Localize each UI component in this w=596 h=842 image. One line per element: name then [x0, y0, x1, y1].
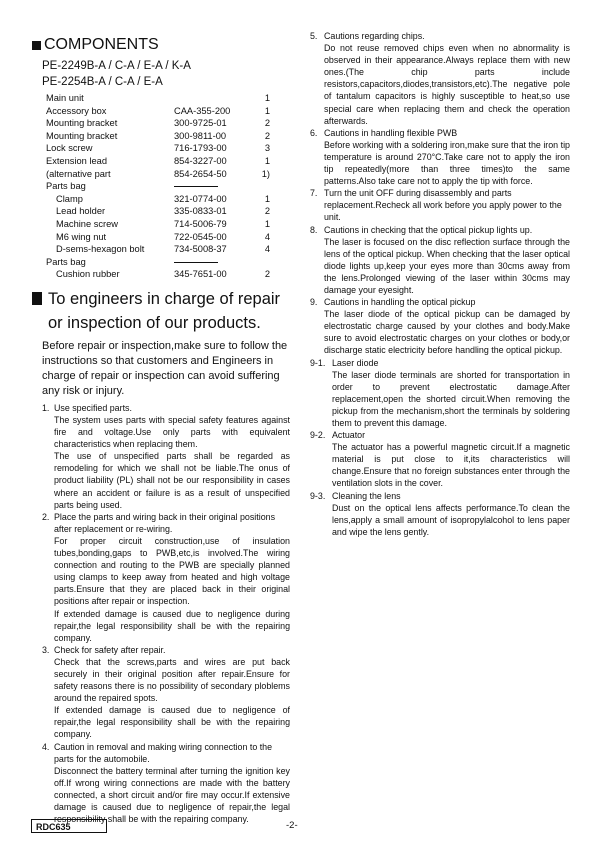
part-name: Mounting bracket: [46, 130, 118, 141]
engineers-items: [32, 402, 290, 825]
instruction-number: 1.: [42, 402, 50, 413]
part-qty: [256, 256, 270, 269]
part-qty: [256, 180, 270, 193]
part-code: 345-7651-00: [174, 269, 227, 280]
left-column: [32, 30, 290, 825]
part-row: [46, 218, 290, 231]
part-qty: 3: [264, 143, 270, 154]
part-row: [46, 205, 290, 218]
part-code: 722-0545-00: [174, 231, 227, 242]
instruction-body: [54, 765, 290, 825]
part-qty: 1: [264, 193, 270, 204]
caution-item: [310, 296, 570, 356]
bullet-square-icon: [32, 41, 41, 50]
bullet-square-icon: [32, 292, 42, 305]
part-code: 854-3227-00: [174, 155, 227, 166]
part-qty: 1): [261, 168, 270, 179]
part-qty: 1: [264, 218, 270, 229]
part-row: [46, 268, 290, 281]
part-row: [46, 155, 290, 168]
model-line-1: PE-2249B-A / C-A / E-A / K-A: [42, 60, 191, 72]
caution-header: [310, 127, 570, 139]
subcaution-number: 9-3.: [310, 490, 326, 501]
instruction-number: 2.: [42, 511, 50, 522]
instruction-item: [42, 402, 290, 511]
instruction-header: [42, 511, 290, 535]
caution-number: 7.: [310, 188, 318, 199]
caution-number: 6.: [310, 127, 318, 138]
caution-number: 5.: [310, 31, 318, 41]
part-qty: 4: [264, 231, 270, 242]
instruction-paragraph: If extended damage is caused due to negligence during repair,the legal responsibility shall be with the repairing company.: [54, 608, 290, 643]
instruction-item: [42, 511, 290, 644]
components-title: COMPONENTS: [44, 36, 159, 53]
subcaution-header: [310, 490, 570, 502]
subcaution-item: [310, 429, 570, 489]
engineers-heading: [32, 287, 290, 335]
caution-number: 8.: [310, 224, 318, 235]
part-code: 714-5006-79: [174, 218, 227, 229]
caution-header: [310, 224, 570, 236]
caution-title: Turn the unit OFF during disassembly and parts replacement.Recheck all work before you apply power to the unit.: [324, 188, 562, 223]
caution-item: [310, 127, 570, 187]
separator-line: [174, 186, 218, 187]
instruction-title: Caution in removal and making wiring connection to the parts for the automobile.: [54, 741, 273, 764]
part-name: Lock screw: [46, 143, 93, 154]
part-name: Main unit: [46, 93, 84, 103]
part-row: [46, 92, 290, 105]
part-code: 321-0774-00: [174, 193, 227, 204]
part-row: [46, 168, 290, 181]
instruction-header: [42, 741, 290, 765]
part-qty: 1: [264, 93, 270, 103]
part-code: [174, 92, 256, 105]
instruction-number: 3.: [42, 644, 50, 655]
subcaution-header: [310, 357, 570, 369]
instruction-paragraph: For proper circuit construction,use of insulation tubes,bonding,gaps to PWB,etc,is involved.The wiring connection and routing to the PWB are specially planned using clamps to keep away from heated and high voltage parts.Ensure that they are placed back in their original positions after repair or inspection.: [54, 535, 290, 607]
part-name: Accessory box: [46, 105, 107, 116]
instruction-item: [42, 741, 290, 826]
caution-body: The laser is focused on the disc reflection surface through the lens of the optical pickup. When checking that the laser optical diode lights up,keep your eyes more than 30cms away from the lens.Prolonged viewing of the laser within 30cms may damage your eyesight.: [324, 236, 570, 295]
part-name: Cushion rubber: [56, 269, 120, 280]
part-name: Machine screw: [56, 218, 119, 229]
part-row: [46, 130, 290, 143]
part-qty: 1: [264, 105, 270, 116]
page-number: -2-: [286, 820, 298, 831]
caution-header: [310, 187, 570, 223]
instruction-number: 4.: [42, 741, 50, 752]
subcaution-number: 9-2.: [310, 430, 326, 441]
instruction-body: [54, 414, 290, 511]
components-heading: [32, 36, 290, 54]
caution-title: Cautions in handling flexible PWB: [324, 127, 458, 138]
caution-title: Cautions in checking that the optical pickup lights up.: [324, 224, 533, 235]
part-row: [46, 243, 290, 256]
part-code: 300-9725-01: [174, 118, 227, 129]
subcaution-item: [310, 490, 570, 538]
part-code: [174, 256, 256, 269]
model-line-2: PE-2254B-A / C-A / E-A: [42, 76, 163, 88]
parts-list: [46, 92, 290, 281]
part-code: CAA-355-200: [174, 105, 231, 116]
part-row: [46, 231, 290, 244]
separator-line: [174, 262, 218, 263]
part-qty: 2: [264, 118, 270, 129]
part-code: 854-2654-50: [174, 168, 227, 179]
subcaution-body: Dust on the optical lens affects performance.To clean the lens,apply a small amount of isopropylalcohol to lens paper and wipe the lens gently.: [332, 502, 570, 537]
part-name: Lead holder: [56, 206, 106, 217]
part-code: 300-9811-00: [174, 130, 227, 141]
part-code: [174, 180, 256, 193]
instruction-body: [54, 656, 290, 741]
subcaution-item: [310, 357, 570, 430]
caution-item: [310, 30, 570, 127]
part-qty: 1: [264, 155, 270, 166]
subcaution-title: Laser diode: [332, 357, 379, 368]
subcaution-title: Cleaning the lens: [332, 490, 401, 501]
part-name: Extension lead: [46, 155, 107, 166]
subcaution-header: [310, 429, 570, 441]
part-qty: 2: [264, 206, 270, 217]
subcaution-number: 9-1.: [310, 357, 326, 368]
instruction-header: [42, 644, 290, 656]
caution-number: 9.: [310, 297, 318, 308]
caution-body: Before working with a soldering iron,make sure that the iron tip temperature is around 270°C.Take care not to apply the iron tip repeatedly(more than three times)to the same patterns.Also take care not to apply the tip with force.: [324, 139, 570, 187]
document-code: RDC635: [31, 819, 107, 833]
caution-item: [310, 187, 570, 223]
part-name: M6 wing nut: [56, 231, 107, 242]
instruction-title: Check for safety after repair.: [54, 644, 166, 655]
part-qty: 2: [264, 130, 270, 141]
caution-title: Cautions regarding chips.: [324, 31, 425, 41]
engineers-title-line1: To engineers in charge of repair: [48, 289, 281, 308]
caution-body: Do not reuse removed chips even when no abnormality is observed in their appearance.Always replace them with new ones.(The chip parts include resistors,capacitors,diodes,transistors,etc).The negative pole of tantalum capacitors is highly susceptible to heat,so use special care when replacing them and check the operation afterwards.: [324, 43, 570, 126]
instruction-paragraph: Disconnect the battery terminal after turning the ignition key off.If wrong wiring connections are made with the battery connected, a short circuit and/or fire may occur.If extensive damage is caused due to negligence of repair,the legal responsibility shall be with the repairing company.: [54, 765, 290, 825]
subcaution-body: The laser diode terminals are shorted for transportation in order to prevent electrostatic damage.After replacement,open the shorted circuit.When removing the pickup from the mechanism,short the terminals by soldering them to prevent this damage.: [332, 369, 570, 428]
part-name: Parts bag: [46, 256, 86, 267]
subcaution-title: Actuator: [332, 430, 366, 441]
caution-item: [310, 224, 570, 297]
engineers-lead: Before repair or inspection,make sure to follow the instructions so that customers and Engineers in charge of repair or inspection can avoid suffering any risk or injury.: [42, 339, 288, 397]
instruction-paragraph: If extended damage is caused due to negligence of repair,the legal responsibility shall be with the repairing company.: [54, 705, 290, 740]
instruction-item: [42, 644, 290, 741]
caution-body: The laser diode of the optical pickup can be damaged by electrostatic charge caused by your clothes and body.Make sure to avoid electrostatic charges on your clothes or body,or discharge static electricity before handling the optical pickup.: [324, 309, 570, 356]
part-name: D-sems-hexagon bolt: [56, 244, 145, 255]
instruction-paragraph: Check that the screws,parts and wires are put back securely in their original position after repair.Ensure for safety reasons there is no possibility of secondary ploblems around the repaired spots.: [54, 656, 290, 704]
subcaution-items: [310, 357, 570, 538]
part-qty: 2: [264, 269, 270, 280]
subcaution-body: The actuator has a powerful magnetic circuit.If a magnetic material is put close to it,its characteristics will change.Ensure that no foreign substances enter through the ventilation slots in the cover.: [332, 442, 570, 489]
instruction-paragraph: The system uses parts with special safety features against fire and voltage.Use only parts with equivalent characteristics when replacing them.: [54, 415, 290, 450]
part-row: [46, 256, 290, 269]
part-row: [46, 117, 290, 130]
instruction-title: Use specified parts.: [54, 402, 132, 413]
part-name: Parts bag: [46, 181, 86, 192]
part-code: 716-1793-00: [174, 143, 227, 154]
instruction-header: [42, 402, 290, 414]
part-code: 335-0833-01: [174, 206, 227, 217]
caution-header: [310, 30, 570, 42]
part-qty: 4: [264, 244, 270, 255]
part-code: 734-5008-37: [174, 244, 227, 255]
instruction-paragraph: The use of unspecified parts shall be regarded as remodeling for which we shall not be liable.The onus of product liability (PL) shall not be our responsibility in cases where an accident or failure is as a result of unspecified parts being used.: [54, 451, 290, 510]
caution-items: [310, 30, 570, 357]
part-row: [46, 193, 290, 206]
caution-header: [310, 296, 570, 308]
engineers-title-line2: or inspection of our products.: [48, 313, 261, 332]
part-row: [46, 180, 290, 193]
part-row: [46, 142, 290, 155]
part-name: Mounting bracket: [46, 118, 118, 129]
instruction-body: [54, 535, 290, 644]
part-row: [46, 105, 290, 118]
caution-title: Cautions in handling the optical pickup: [324, 297, 476, 308]
part-name: (alternative part: [46, 168, 111, 179]
right-column: [310, 30, 570, 538]
part-name: Clamp: [56, 193, 83, 204]
instruction-title: Place the parts and wiring back in their original positions after replacement or re-wiring.: [54, 511, 276, 534]
